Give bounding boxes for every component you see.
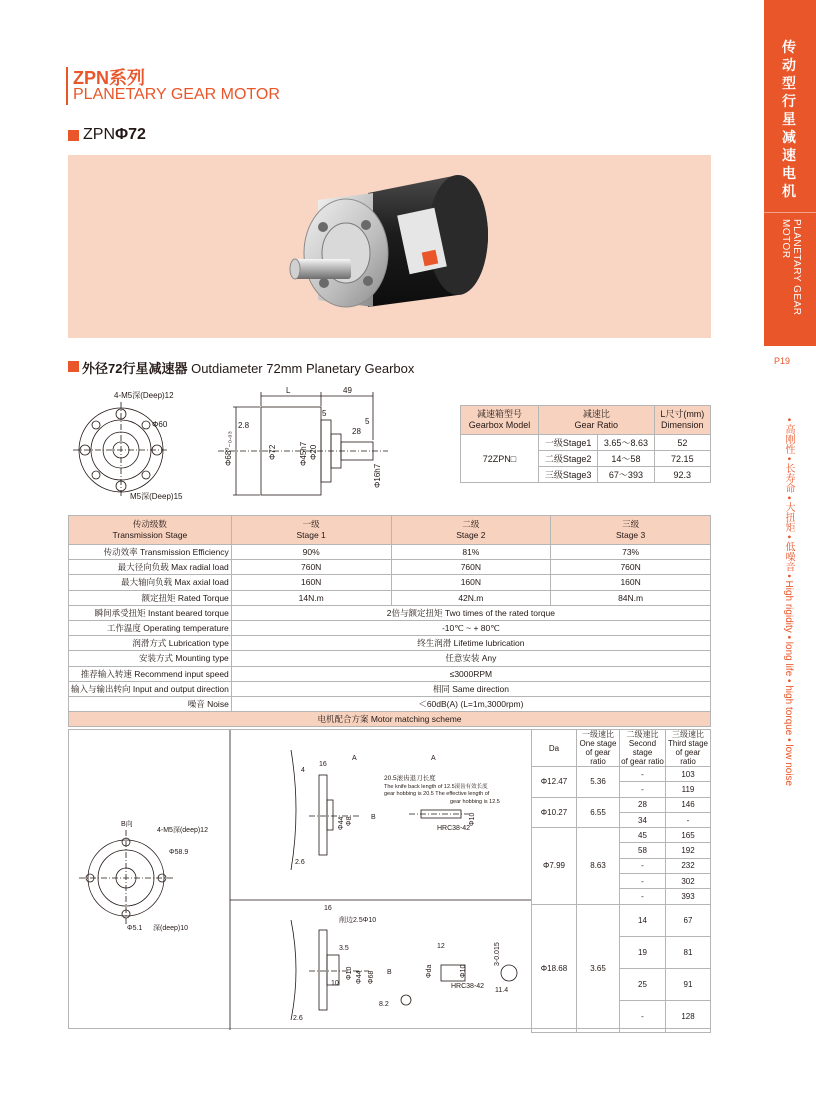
th-dimension: L尺寸(mm) Dimension bbox=[654, 406, 710, 435]
th-gearbox-model: 减速箱型号 Gearbox Model bbox=[461, 406, 539, 435]
spec-table bbox=[68, 515, 711, 727]
svg-text:B: B bbox=[387, 969, 392, 976]
svg-text:16: 16 bbox=[324, 905, 332, 912]
dwg-label-l: L bbox=[286, 386, 291, 395]
dwg-label-2-8: 2.8 bbox=[238, 421, 250, 430]
svg-text:3-0.015: 3-0.015 bbox=[494, 942, 501, 966]
svg-text:深(deep)10: 深(deep)10 bbox=[153, 925, 189, 932]
svg-text:Φ8: Φ8 bbox=[346, 816, 353, 826]
table-row: 25 91 bbox=[532, 968, 711, 1000]
svg-text:Φ44: Φ44 bbox=[338, 816, 345, 830]
svg-text:10: 10 bbox=[331, 980, 339, 987]
table-row: - 393 bbox=[532, 889, 711, 904]
dwg-label-phi68: Φ68⁰₋₀.₀₃ bbox=[224, 431, 233, 466]
th-stage-3: 三级 Stage 3 bbox=[551, 516, 711, 545]
svg-text:gear hobbing is 12.5: gear hobbing is 12.5 bbox=[450, 799, 500, 805]
dwg-label-phi16: Φ16h7 bbox=[373, 463, 382, 488]
svg-text:gear hobbing is 20.5 The eff: gear hobbing is 20.5 The effective length of bbox=[384, 791, 490, 797]
table-row: 额定扭矩 Rated Torque 14N.m 42N.m 84N.m bbox=[69, 590, 711, 605]
dwg-label-phi20: Φ20 bbox=[309, 444, 318, 460]
model-size: Φ72 bbox=[115, 126, 146, 143]
page-number: P19 bbox=[774, 356, 791, 366]
svg-text:Φ44: Φ44 bbox=[356, 970, 363, 984]
dwg-label-49: 49 bbox=[343, 386, 352, 395]
th-stage-2: 二级 Stage 2 bbox=[391, 516, 551, 545]
table-row: 润滑方式 Lubrication type 终生润滑 Lifetime lubrication bbox=[69, 636, 711, 651]
table-row: 噪音 Noise ＜60dB(A) (L=1m,3000rpm) bbox=[69, 696, 711, 711]
svg-text:A: A bbox=[431, 755, 436, 762]
section-bullet-icon bbox=[68, 361, 79, 372]
th-stage: 传动级数 Transmission Stage bbox=[69, 516, 232, 545]
table-row: 传动效率 Transmission Efficiency 90% 81% 73% bbox=[69, 545, 711, 560]
svg-text:12: 12 bbox=[437, 943, 445, 950]
gearbox-ratio-table bbox=[460, 405, 711, 483]
dwg-label-mounting-holes: 4-M5深(Deep)12 bbox=[114, 391, 174, 400]
svg-text:HRC38-42: HRC38-42 bbox=[451, 983, 485, 990]
table-row: 推荐输入转速 Recommend input speed ≤3000RPM bbox=[69, 666, 711, 681]
svg-text:Φ10: Φ10 bbox=[460, 964, 467, 978]
table-row: Φ7.99 8.63 45 165 bbox=[532, 828, 711, 843]
scheme-title: 电机配合方案 Motor matching scheme bbox=[69, 712, 711, 727]
feature-list: • 高刚性 • 长寿命 • 大扭矩 • 低噪音 • High rigidity • long life • high torque • low noise bbox=[783, 418, 794, 787]
table-row: 最大径向负载 Max radial load 760N 760N 760N bbox=[69, 560, 711, 575]
svg-text:Φ58.9: Φ58.9 bbox=[169, 849, 189, 856]
product-photo bbox=[68, 155, 711, 338]
table-row: 安装方式 Mounting type 任意安装 Any bbox=[69, 651, 711, 666]
dwg-label-phi72: Φ72 bbox=[268, 444, 277, 460]
svg-text:2.6: 2.6 bbox=[295, 859, 305, 866]
svg-text:B: B bbox=[371, 814, 376, 821]
table-row: 19 81 bbox=[532, 936, 711, 968]
svg-text:Φ68: Φ68 bbox=[368, 970, 375, 984]
th-stage-1: 一级 Stage 1 bbox=[231, 516, 391, 545]
sidebar-en-tab bbox=[764, 212, 816, 346]
svg-text:11.4: 11.4 bbox=[495, 987, 509, 994]
svg-text:Φ5.1: Φ5.1 bbox=[127, 925, 143, 932]
th-da: Da bbox=[532, 730, 577, 767]
th-gear-ratio: 减速比 Gear Ratio bbox=[539, 406, 655, 435]
th-one-stage: 一级速比 One stage of gear ratio bbox=[577, 730, 620, 767]
th-second-stage: 二级速比 Second stage of gear ratio bbox=[621, 730, 664, 766]
dwg-label-5b: 5 bbox=[365, 417, 370, 426]
table-row: 34 - bbox=[532, 812, 711, 827]
table-row: Φ10.27 6.55 28 146 bbox=[532, 797, 711, 812]
table-row bbox=[69, 712, 711, 727]
svg-text:削边2.5Φ10: 削边2.5Φ10 bbox=[339, 917, 377, 924]
gearbox-model-cell: 72ZPN□ bbox=[461, 435, 539, 483]
svg-text:16: 16 bbox=[319, 761, 327, 768]
table-row: 三级Stage3 67～393 92.3 bbox=[461, 467, 711, 483]
svg-text:3.5: 3.5 bbox=[339, 945, 349, 952]
svg-text:The knife back length of 12.5滚: The knife back length of 12.5滚齿有效长度 bbox=[384, 784, 488, 790]
table-row: Φ12.47 5.36 - 103 bbox=[532, 767, 711, 782]
table-row: - 302 bbox=[532, 874, 711, 889]
dwg-label-center-tap: M5深(Deep)15 bbox=[130, 492, 183, 501]
sidebar-en-title: PLANETARY GEAR MOTOR bbox=[780, 219, 802, 316]
th-third-stage: 三级速比 Third stage of gear ratio bbox=[666, 730, 711, 767]
svg-text:8.2: 8.2 bbox=[379, 1001, 389, 1008]
dwg-label-phi45: Φ45h7 bbox=[299, 441, 308, 466]
svg-text:HRC38-42: HRC38-42 bbox=[437, 825, 471, 832]
table-row: 瞬间承受扭矩 Instant beared torque 2倍与额定扭矩 Two times of the rated torque bbox=[69, 605, 711, 620]
sidebar-category-tab bbox=[764, 0, 816, 212]
model-bullet-icon bbox=[68, 130, 79, 141]
svg-text:20.5滚齿退刀长度: 20.5滚齿退刀长度 bbox=[384, 775, 436, 782]
table-row: - 119 bbox=[532, 782, 711, 797]
sidebar-cn-title: 传动型行星减速电机 bbox=[782, 39, 796, 199]
motor-ratio-table bbox=[531, 729, 711, 1033]
dwg-label-28: 28 bbox=[352, 427, 361, 436]
svg-text:A: A bbox=[352, 755, 357, 762]
gearbox-dimension-drawing bbox=[68, 382, 460, 510]
table-row: 58 192 bbox=[532, 843, 711, 858]
dwg-label-pcd: Φ60 bbox=[152, 420, 168, 429]
table-row: 二级Stage2 14～58 72.15 bbox=[461, 451, 711, 467]
model-prefix: ZPN bbox=[83, 126, 115, 143]
section-title-en: Outdiameter 72mm Planetary Gearbox bbox=[191, 361, 415, 376]
table-row: - 128 bbox=[532, 1000, 711, 1032]
table-row: 输入与输出转向 Input and output direction 相同 Same direction bbox=[69, 681, 711, 696]
table-row: 最大轴向负载 Max axial load 160N 160N 160N bbox=[69, 575, 711, 590]
model-heading bbox=[83, 126, 146, 144]
series-title-en: PLANETARY GEAR MOTOR bbox=[73, 86, 280, 103]
dwg-label-5a: 5 bbox=[322, 409, 327, 418]
svg-text:4: 4 bbox=[301, 767, 305, 774]
svg-text:Φ10: Φ10 bbox=[346, 966, 353, 980]
section-title-cn: 外径72行星减速器 bbox=[82, 361, 188, 376]
series-title-cn: ZPN系列 bbox=[73, 68, 145, 88]
title-accent-bar bbox=[66, 67, 68, 105]
gear-motor-image bbox=[68, 155, 711, 338]
table-row: Φ18.68 3.65 14 67 bbox=[532, 904, 711, 936]
table-row: - 232 bbox=[532, 858, 711, 873]
svg-text:Φ10: Φ10 bbox=[469, 812, 476, 826]
svg-text:B向: B向 bbox=[121, 821, 133, 828]
dimension-drawing-svg bbox=[68, 382, 460, 510]
svg-text:2.6: 2.6 bbox=[293, 1015, 303, 1022]
svg-text:4-M5深(deep)12: 4-M5深(deep)12 bbox=[157, 827, 208, 834]
section-heading bbox=[82, 358, 414, 377]
svg-text:Φda: Φda bbox=[426, 964, 433, 978]
table-row: 工作温度 Operating temperature -10℃ ~ + 80℃ bbox=[69, 620, 711, 635]
table-row: 72ZPN□ 一级Stage1 3.65～8.63 52 bbox=[461, 435, 711, 451]
